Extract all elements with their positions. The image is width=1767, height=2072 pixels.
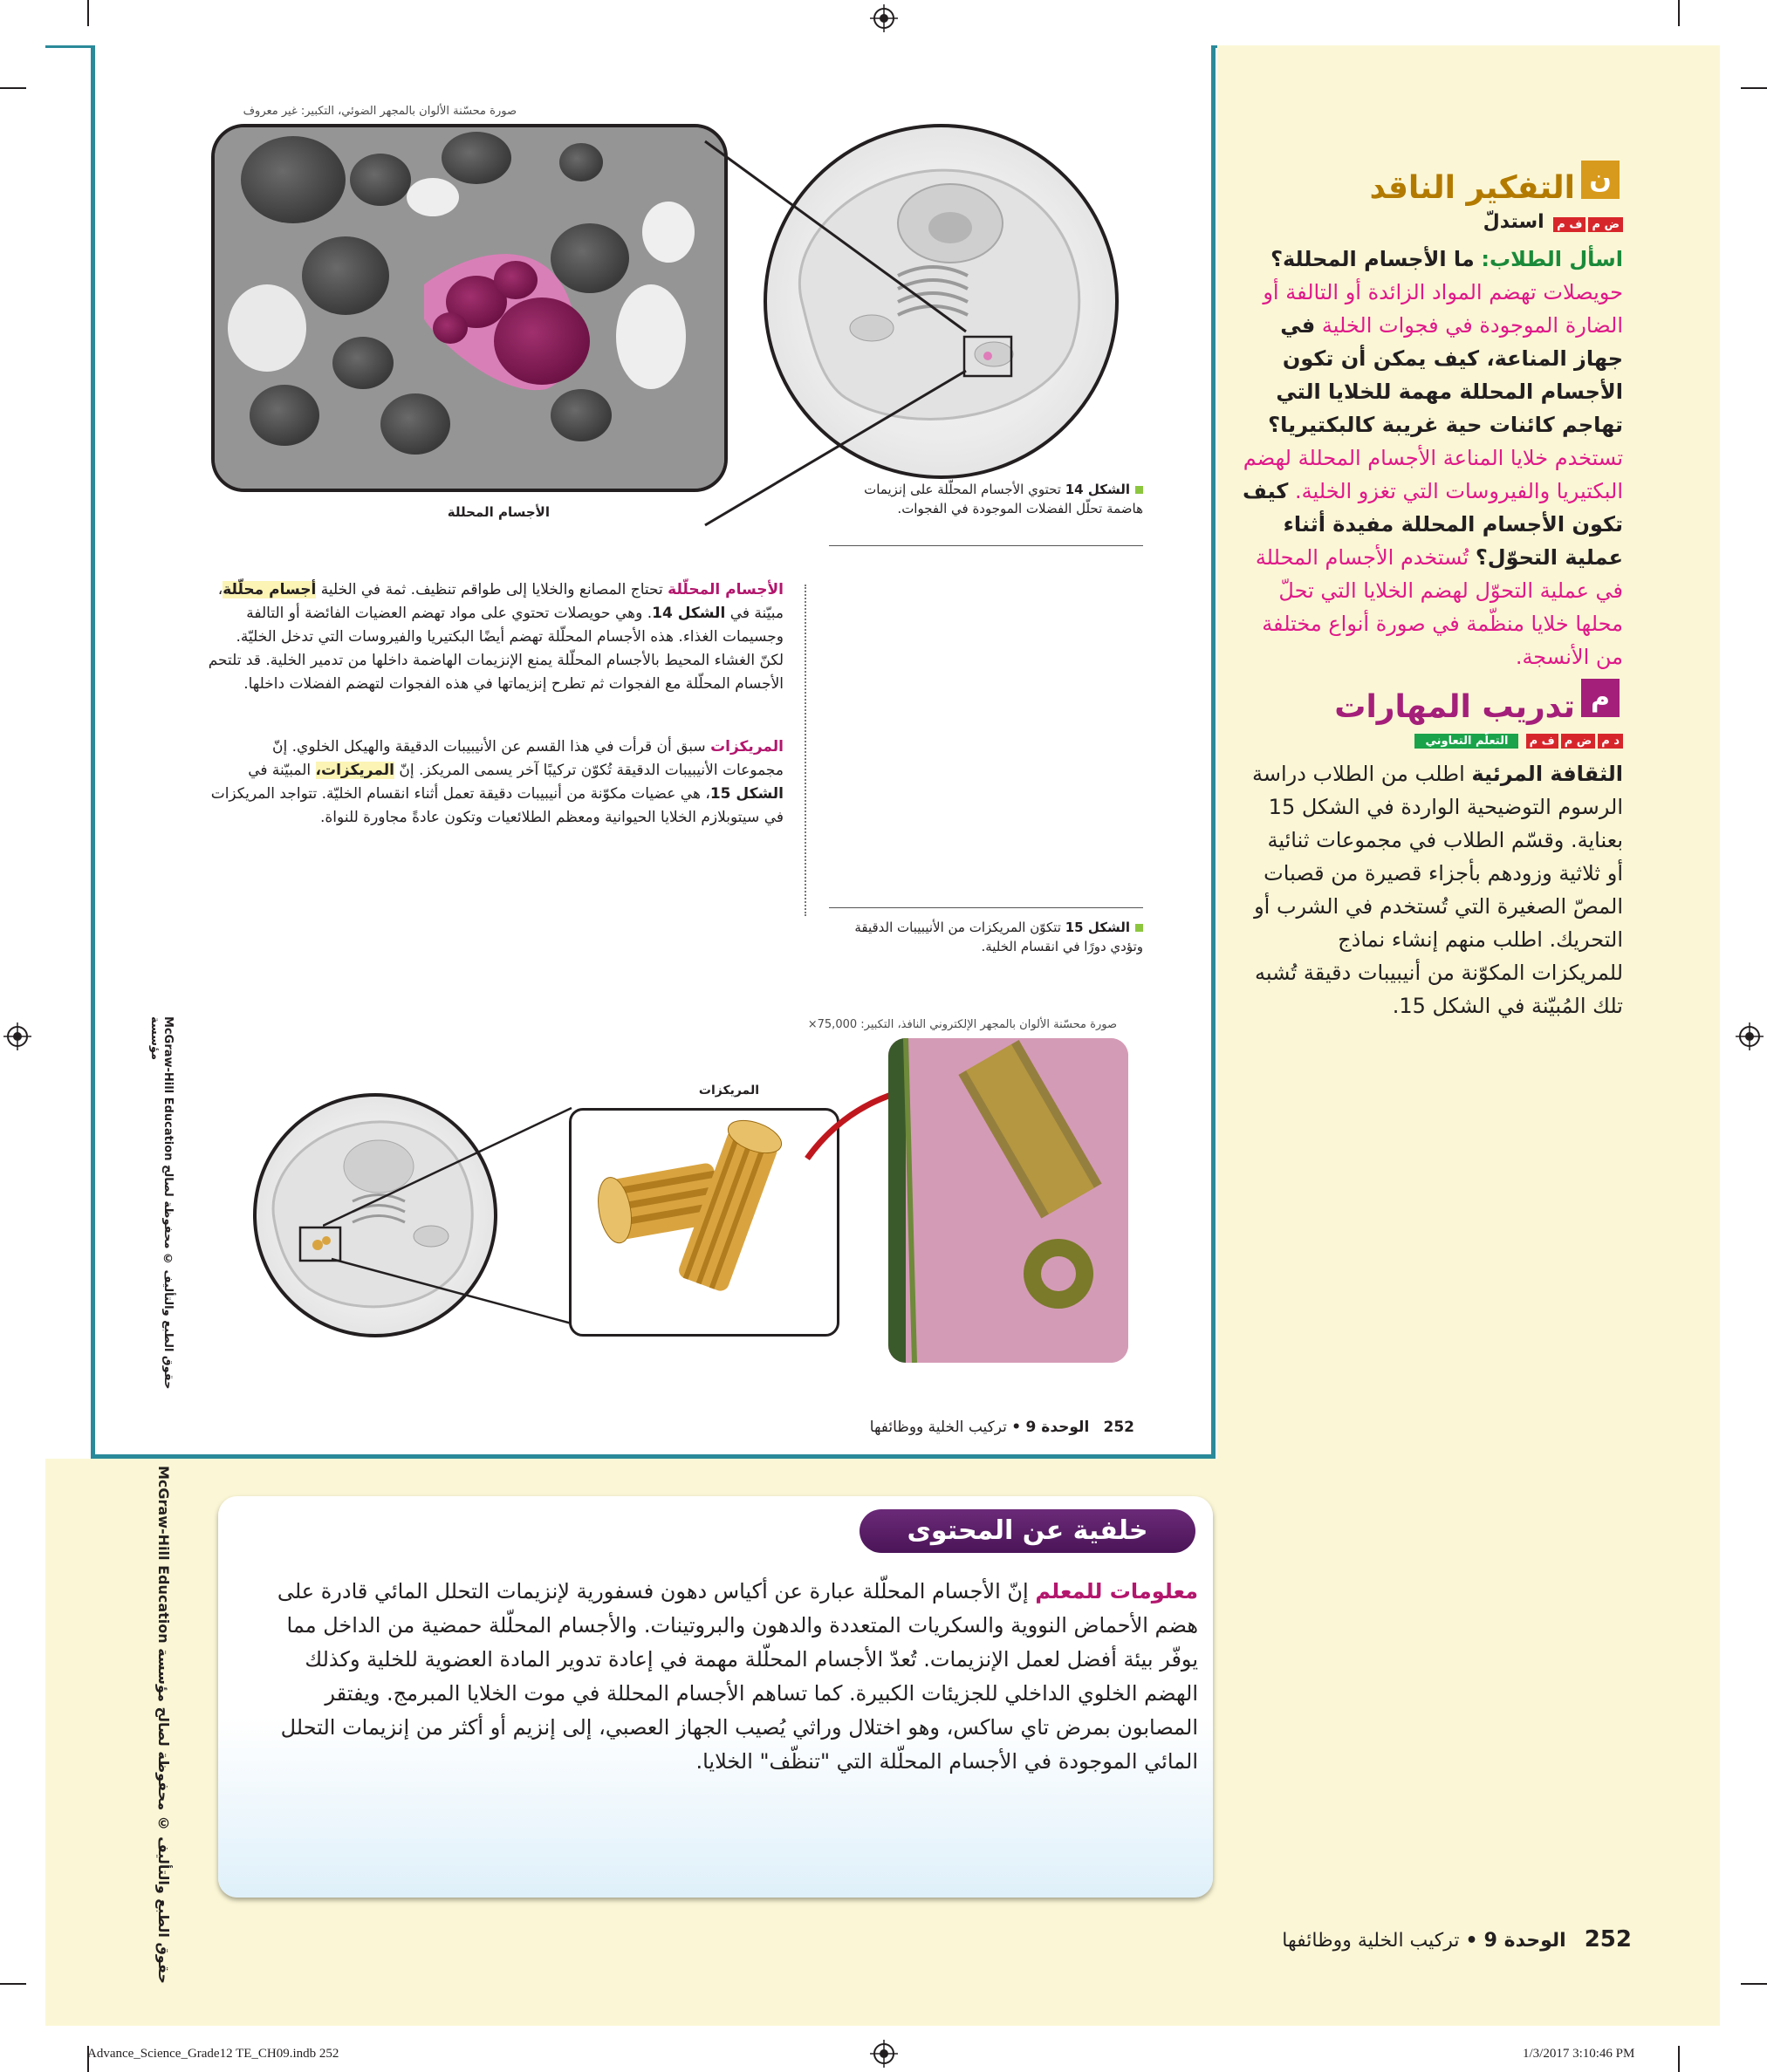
column-divider <box>805 585 806 916</box>
unit-label: الوحدة 9 <box>1483 1930 1566 1952</box>
registration-mark-icon <box>3 1022 31 1050</box>
student-footer <box>785 1419 1134 1436</box>
level-tag: ض م <box>1561 734 1596 749</box>
text: سبق أن قرأت في هذا القسم عن الأنيبيبات الدقيقة والهيكل الخلوي. إنّ مجموعات الأنيبيبات الدقيقة تُكوّن تركيبًا آخر يسمى المريكز. إنّ <box>272 738 784 779</box>
figure14-caption <box>829 480 1143 518</box>
skill-label: استدلّ <box>1483 211 1544 233</box>
text: ، هي عضيات مكوّنة من أنيبيبات دقيقة تعمل أثناء انقسام الخليّة. تتواجد المريكزات في سيتوبلازم الخلايا الحيوانية ومعظم الطلائعيات وتكون عادةً مجاورة للنواة. <box>210 785 784 826</box>
copyright-vertical <box>155 1466 172 2033</box>
caption-marker-icon <box>1135 924 1143 932</box>
figure15-caption <box>829 918 1143 956</box>
caption-marker-icon <box>1135 486 1143 494</box>
paragraph-centrioles <box>208 735 784 830</box>
cooperative-learning-tag: التعلّم التعاوني <box>1414 734 1518 749</box>
teacher-info-label: معلومات للمعلم <box>1035 1579 1198 1604</box>
critical-thinking-tags <box>1265 211 1623 233</box>
caption-rule <box>829 907 1143 908</box>
separator: • <box>1465 1930 1478 1952</box>
copyright-text: حقوق الطبع والتأليف © محفوظة لصالح مؤسسة <box>155 1648 172 1984</box>
unit-label: الوحدة 9 <box>1025 1419 1090 1436</box>
visual-literacy-label: الثقافة المرئية <box>1471 762 1623 786</box>
figure14-credit: صورة محسّنة الألوان بالمجهر الضوئي، التكبير: غير معروف <box>243 105 517 118</box>
crop-mark <box>0 1983 26 1985</box>
figure15-caption-label: الشكل 15 <box>1065 920 1130 935</box>
figure14-caption-text: تحتوي الأجسام المحلّلة على إنزيمات هاضمة تحلّل الفضلات الموجودة في الفجوات. <box>864 482 1143 516</box>
question: جهاز المناعة، كيف يمكن أن تكون الأجسام المحللة مهمة للخلايا التي تهاجم كائنات حية غريبة كالبكتيريا؟ <box>1268 346 1623 437</box>
ask-label: اسأل الطلاب: <box>1481 247 1623 271</box>
figure14-caption-label: الشكل 14 <box>1065 482 1130 497</box>
crop-mark <box>87 0 89 26</box>
answer: حويصلات تهضم المواد الزائدة أو التالفة أو الضارة الموجودة في فجوات الخلية <box>1263 280 1623 338</box>
copyright-vertical <box>148 1016 175 1400</box>
figure15-callout-lines <box>323 1104 585 1330</box>
crop-mark <box>1678 2046 1680 2072</box>
content-background-tab: خلفية عن المحتوى <box>860 1509 1195 1553</box>
critical-thinking-title: التفكير الناقد <box>1369 170 1575 206</box>
paragraph-lysosomes <box>208 578 784 696</box>
crop-mark <box>1741 1983 1767 1985</box>
answer: تستخدم خلايا المناعة الأجسام المحللة لهضم البكتيريا والفيروسات التي تغزو الخلية. <box>1243 446 1623 503</box>
level-tag: ف م <box>1553 217 1586 232</box>
question: كيف تكون الأجسام المحللة مفيدة أثناء عملية التحوّل؟ <box>1243 479 1623 570</box>
highlight-term: أجسام محلّلة <box>223 581 317 598</box>
teacher-info-text: إنّ الأجسام المحلّلة عبارة عن أكياس دهون فسفورية لإنزيمات التحلل المائي قادرة على هضم الأحماض النووية والسكريات المتعددة والدهون والبروتينات. والأجسام المحلّلة حمضية من الداخل مما يوفّر بيئة أفضل لعمل الإنزيمات. تُعدّ الأجسام المحلّلة مهمة في إعادة تدوير المادة العضوية للخلية وكذلك الهضم الخلوي الداخلي للجزيئات الكبيرة. كما تساهم الأجسام المحللة في موت الخلايا المبرمج. ويفتقر المصابون بمرض تاي ساكس، وهو اختلال وراثي يُصيب الجهاز العصبي، إلى إنزيم أو أكثر من إنزيمات التحلل المائي الموجودة في الأجسام المحلّلة التي "تنظّف" الخلايا. <box>277 1579 1198 1774</box>
critical-thinking-icon: ن <box>1581 161 1620 199</box>
publisher-name: McGraw-Hill Education <box>155 1466 172 1644</box>
figure14-label: الأجسام المحللة <box>447 504 550 520</box>
level-tag: ف م <box>1526 734 1558 749</box>
crop-mark <box>0 87 26 89</box>
level-tag: ض م <box>1588 217 1623 232</box>
question: ما الأجسام المحللة؟ <box>1270 247 1475 271</box>
separator: • <box>1011 1419 1022 1436</box>
text: المبيّنة في <box>248 762 312 779</box>
registration-mark-icon <box>1736 1022 1764 1050</box>
skills-body <box>1248 757 1623 1022</box>
page-footer <box>1222 1926 1632 1952</box>
figure14-callout-lines <box>663 122 1012 541</box>
print-slug-date: 1/3/2017 3:10:46 PM <box>1523 2047 1635 2061</box>
question: في <box>1280 313 1316 338</box>
text: . وهي حويصلات تحتوي على مواد تهضم العضيات الفائضة أو التالفة وجسيمات الغذاء. هذه الأجسام المحلّلة تهضم أيضًا البكتيريا والفيروسات التي تدخل الخليّة. لكنّ الغشاء المحيط بالأجسام المحلّلة يمنع الإنزيمات الهاضمة داخلها من تدمير الخلية. قد تلتحم الأجسام المحلّلة مع الفجوات ثم تطرح إنزيماتها في هذه الفجوات لتهضم الفضلات داخلها. <box>208 605 784 693</box>
crop-mark <box>1678 0 1680 26</box>
skills-tags <box>1265 731 1623 749</box>
figure15-caption-text: تتكوّن المريكزات من الأنيبيبات الدقيقة وتؤدي دورًا في انقسام الخلية. <box>854 920 1143 954</box>
crop-mark <box>1741 87 1767 89</box>
skills-text: اطلب من الطلاب دراسة الرسوم التوضيحية الواردة في الشكل 15 بعناية. وقسّم الطلاب في مجموعات ثنائية أو ثلاثية وزودهم بأجزاء قصيرة من قصبات المصّ الصغيرة التي تُستخدم في الشرب أو التحريك. اطلب منهم إنشاء نماذج للمريكزات المكوّنة من أنيبيبات دقيقة تُشبه تلك المُبيّنة في الشكل 15. <box>1251 762 1623 1018</box>
text: ، مبيّنة في <box>217 581 784 622</box>
figure-reference: الشكل 15 <box>709 785 784 803</box>
highlight-term: المريكزات، <box>315 762 394 779</box>
skills-title: تدريب المهارات <box>1334 689 1575 725</box>
unit-title: تركيب الخلية ووظائفها <box>1282 1930 1460 1952</box>
level-tag: د م <box>1598 734 1623 749</box>
term-centrioles: المريكزات <box>710 738 784 756</box>
answer: تُستخدم الأجسام المحللة في عملية التحوّل لهضم الخلايا التي تحلّ محلها خلايا منظّمة في صورة أنواع مختلفة من الأنسجة. <box>1255 545 1623 669</box>
figure-reference: الشكل 14 <box>652 605 726 622</box>
figure15-micrograph <box>888 1038 1128 1363</box>
figure15-label: المريكزات <box>698 1084 759 1098</box>
print-slug-file: Advance_Science_Grade12 TE_CH09.indb 252 <box>87 2047 339 2061</box>
registration-mark-icon <box>870 4 898 32</box>
page-number: 252 <box>1584 1926 1632 1952</box>
copyright-text: حقوق الطبع والتأليف © محفوظة لصالح مؤسسة <box>148 1016 175 1390</box>
text: تحتاج المصانع والخلايا إلى طواقم تنظيف. ثمة في الخلية <box>320 581 663 598</box>
figure15-credit: صورة محسّنة الألوان بالمجهر الإلكتروني النافذ، التكبير: 75,000× <box>807 1018 1117 1031</box>
registration-mark-icon <box>870 2040 898 2068</box>
caption-rule <box>829 545 1143 546</box>
skills-icon: م <box>1581 679 1620 717</box>
critical-thinking-body <box>1239 243 1623 674</box>
unit-title: تركيب الخلية ووظائفها <box>869 1419 1007 1436</box>
teacher-info <box>275 1575 1198 1779</box>
page-number: 252 <box>1103 1419 1134 1436</box>
figure14-micrograph <box>211 124 728 492</box>
publisher-name: McGraw-Hill Education <box>161 1016 175 1161</box>
term-lysosomes: الأجسام المحلّلة <box>668 581 784 598</box>
